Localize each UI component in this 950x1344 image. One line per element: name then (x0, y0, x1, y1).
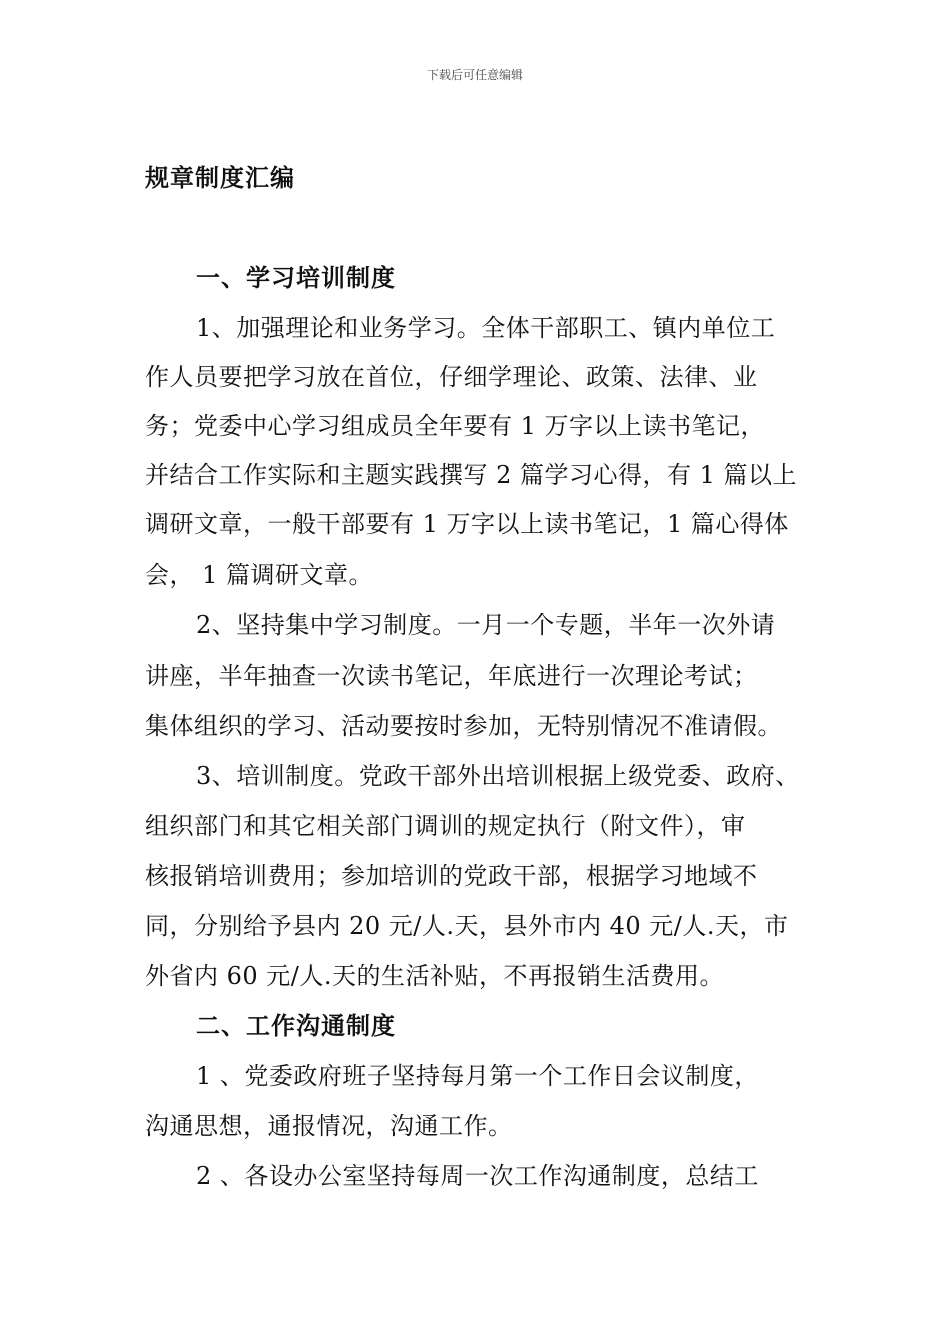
section-heading-communication: 二、工作沟通制度 (196, 1012, 396, 1040)
paragraph-line: 1、加强理论和业务学习。全体干部职工、镇内单位工 (196, 314, 776, 342)
header-note: 下载后可任意编辑 (426, 68, 523, 82)
paragraph-line: 3、培训制度。党政干部外出培训根据上级党委、政府、 (196, 762, 800, 790)
section-heading-training: 一、学习培训制度 (196, 264, 396, 292)
paragraph-line: 并结合工作实际和主题实践撰写 2 篇学习心得，有 1 篇以上 (145, 461, 798, 489)
paragraph-line: 同，分别给予县内 20 元/人.天，县外市内 40 元/人.天，市 (145, 912, 789, 940)
paragraph-line: 讲座，半年抽查一次读书笔记，年底进行一次理论考试； (145, 662, 758, 690)
paragraph-line: 会， 1 篇调研文章。 (145, 561, 374, 589)
paragraph-line: 沟通思想，通报情况，沟通工作。 (145, 1112, 513, 1140)
paragraph-line: 核报销培训费用；参加培训的党政干部，根据学习地域不 (145, 862, 758, 890)
paragraph-line: 作人员要把学习放在首位，仔细学理论、政策、法律、业 (145, 363, 758, 391)
paragraph-line: 调研文章，一般干部要有 1 万字以上读书笔记，1 篇心得体 (145, 510, 789, 538)
paragraph-line: 2、坚持集中学习制度。一月一个专题，半年一次外请 (196, 611, 776, 639)
paragraph-line: 集体组织的学习、活动要按时参加，无特别情况不准请假。 (145, 712, 782, 740)
paragraph-line: 组织部门和其它相关部门调训的规定执行（附文件），审 (145, 812, 746, 840)
paragraph-line: 2 、各设办公室坚持每周一次工作沟通制度，总结工 (196, 1162, 759, 1190)
paragraph-line: 外省内 60 元/人.天的生活补贴，不再报销生活费用。 (145, 962, 725, 990)
document-title: 规章制度汇编 (145, 164, 295, 192)
paragraph-line: 1 、党委政府班子坚持每月第一个工作日会议制度， (196, 1062, 759, 1090)
paragraph-line: 务；党委中心学习组成员全年要有 1 万字以上读书笔记， (145, 412, 766, 440)
